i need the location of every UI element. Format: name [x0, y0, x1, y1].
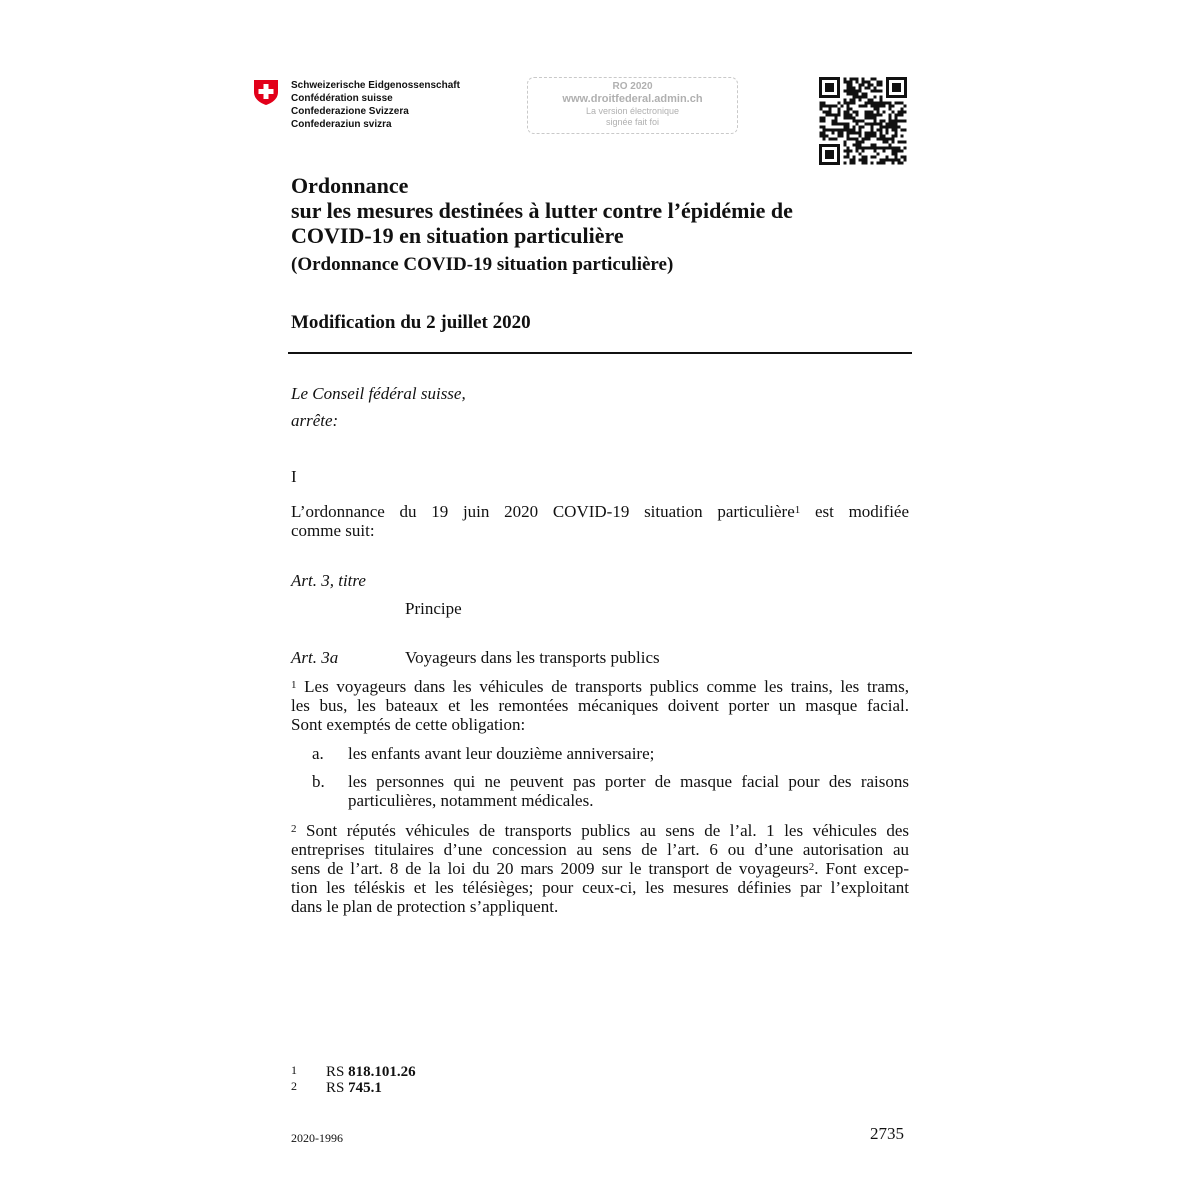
art3a-paragraph-2: [291, 821, 909, 916]
title-line-3: COVID-19 en situation particulière: [291, 223, 624, 248]
list-item-b-text: [348, 772, 909, 810]
footnote-2-text: [326, 1080, 382, 1096]
title-divider: [288, 352, 912, 354]
stamp-note2: signée fait foi: [605, 117, 660, 127]
art3-label: Art. 3, titre: [291, 571, 366, 590]
footnote-ref-2[interactable]: 2: [808, 861, 815, 873]
electronic-signature-stamp: [527, 77, 738, 134]
confederation-rm: Confederaziun svizra: [291, 119, 392, 130]
document-number: 2020-1996: [291, 1131, 343, 1145]
title-line-1: Ordonnance: [291, 173, 409, 198]
para1-line-1: [291, 502, 909, 521]
footnote-2-ref[interactable]: 745.1: [348, 1080, 382, 1096]
footnote-2-number: 2: [291, 1079, 297, 1093]
page-number: 2735: [870, 1124, 904, 1143]
art3a-label: Art. 3a: [291, 648, 339, 667]
stamp-note1: La version électronique: [585, 106, 680, 116]
modification-date: Modification du 2 juillet 2020: [291, 312, 531, 333]
al1-line-2: les bus, les bateaux et les remontées mécaniques doivent porter un masque facial.: [291, 696, 909, 715]
art3a-paragraph-1: [291, 677, 909, 734]
stamp-ro: RO 2020: [612, 81, 653, 92]
al2-line-2: entreprises titulaires d’une concession au sens de l’art. 6 ou d’une autorisation au: [291, 840, 909, 859]
footnote-2-prefix: RS: [326, 1080, 349, 1096]
al1-line-3: Sont exemptés de cette obligation:: [291, 715, 526, 734]
al2-text-1: Sont réputés véhicules de transports publics au sens de l’al. 1 les véhicules des: [296, 821, 909, 840]
swiss-flag-icon: [252, 78, 280, 106]
list-item-a-text: [348, 744, 909, 763]
al2-text-3a: sens de l’art. 8 de la loi du 20 mars 2009 sur le transport de voyageurs: [291, 859, 809, 878]
al1-text-1: Les voyageurs dans les véhicules de transports publics comme les trains, les trams,: [296, 677, 909, 696]
item-a-line-1: les enfants avant leur douzième anniversaire;: [348, 744, 655, 763]
item-b-line-2: particulières, notamment médicales.: [348, 791, 594, 810]
para1-text-end: est modifiée: [800, 502, 910, 521]
para1-line-2: comme suit:: [291, 521, 375, 540]
confederation-fr: Confédération suisse: [291, 93, 393, 104]
section-number: I: [291, 467, 297, 486]
al2-number: 2: [291, 823, 297, 835]
footnote-1-text: [326, 1064, 416, 1080]
al2-line-4: tion les téléskis et les télésièges; pour ceux-ci, les mesures définies par l’exploitant: [291, 878, 909, 897]
al1-number: 1: [291, 679, 297, 691]
confederation-it: Confederazione Svizzera: [291, 106, 409, 117]
modification-paragraph: [291, 502, 909, 540]
al1-line-1: [291, 677, 909, 696]
art3-title: Principe: [405, 599, 462, 618]
item-b-line-1: les personnes qui ne peuvent pas porter de masque facial pour des raisons: [348, 772, 909, 791]
qr-code-icon: [819, 77, 907, 165]
art3a-title: Voyageurs dans les transports publics: [405, 648, 660, 667]
footnote-1-ref[interactable]: 818.101.26: [348, 1064, 416, 1080]
list-item-b-letter: b.: [312, 772, 325, 791]
al2-line-5: dans le plan de protection s’appliquent.: [291, 897, 559, 916]
list-item-a-letter: a.: [312, 744, 324, 763]
al2-line-3: [291, 859, 909, 878]
confederation-names: [291, 79, 460, 131]
al2-line-1: [291, 821, 909, 840]
para1-text: L’ordonnance du 19 juin 2020 COVID-19 situation particulière: [291, 502, 795, 521]
footnote-1-number: 1: [291, 1063, 297, 1077]
footnote-ref-1[interactable]: 1: [794, 504, 801, 516]
footnote-1-prefix: RS: [326, 1064, 349, 1080]
stamp-url: www.droitfederal.admin.ch: [562, 93, 703, 105]
document-title: [291, 173, 911, 248]
intro-council: Le Conseil fédéral suisse,: [291, 384, 466, 403]
intro-decrees: arrête:: [291, 411, 339, 430]
confederation-de: Schweizerische Eidgenossenschaft: [291, 80, 460, 91]
title-line-2: sur les mesures destinées à lutter contre l’épidémie de: [291, 198, 793, 223]
short-title: (Ordonnance COVID-19 situation particulière): [291, 254, 674, 275]
al2-text-3b: . Font excep-: [814, 859, 909, 878]
